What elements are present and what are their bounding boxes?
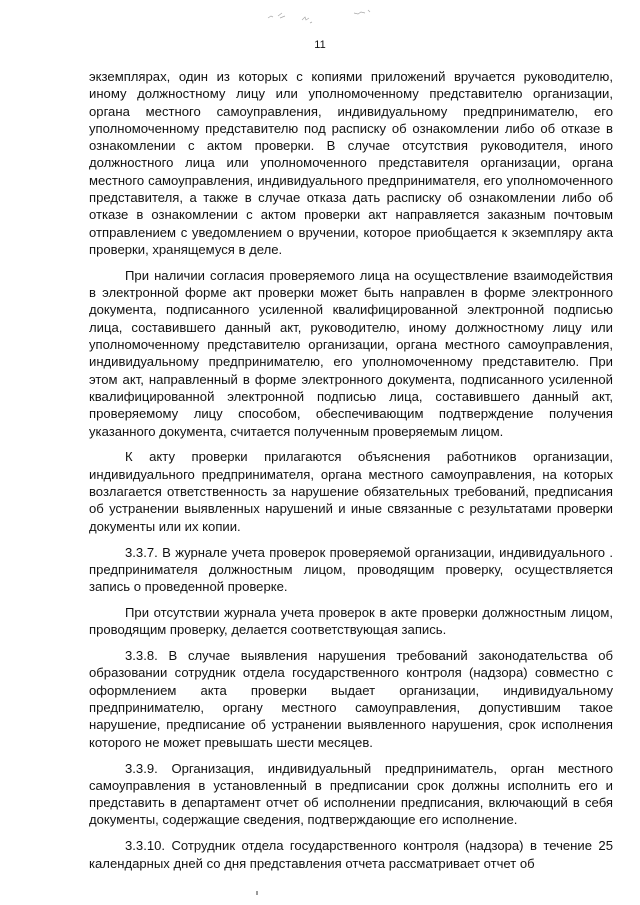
paragraph-no-journal: При отсутствии журнала учета проверок в акте проверки должностным лицом, проводящим проверку, делается соответствующая запись. xyxy=(89,604,613,638)
scan-artifact-marks xyxy=(262,4,392,26)
paragraph-electronic-delivery: При наличии согласия проверяемого лица на осуществление взаимодействия в электронной форме акт проверки может быть направлен в форме электронного документа, подписанного усиленной квалифицированной электронной подписью лица, составившего данный акт, руководителю, иному должностному лицу или уполномоченному представителю организации, органа местного самоуправления, индивидуальному предпринимателю, его уполномоченному представителю. При этом акт, направленный в форме электронного документа, подписанного усиленной квалифицированной электронной подписью лица, составившего данный акт, проверяемому лицу способом, обеспечивающим подтверждение получения указанного документа, считается полученным проверяемым лицом. xyxy=(89,267,613,439)
scan-artifact-dot xyxy=(256,891,258,895)
paragraph-3-3-8: 3.3.8. В случае выявления нарушения требований законодательства об образовании сотрудник отдела государственного контроля (надзора) совместно с оформлением акта проверки выдает организации, индивидуальному предпринимателю, органу местного самоуправления, допустившим такое нарушение, предписание об устранении выявленного нарушения, срок исполнения которого не может превышать шести месяцев. xyxy=(89,648,613,750)
paragraph-continuation: экземплярах, один из которых с копиями приложений вручается руководителю, иному должностному лицу или уполномоченному представителю организации, органа местного самоуправления, индивидуальному предпринимателю, его уполномоченному представителю под расписку об ознакомлении либо об отказе в ознакомлении с актом проверки. В случае отсутствия руководителя, иного должностного лица или уполномоченного представителя организации, органа местного самоуправления, индивидуального предпринимателя, его уполномоченного представителя, а также в случае отказа дать расписку об ознакомлении либо об отказе в ознакомлении с актом проверки акт направляется заказным почтовым отправлением с уведомлением о вручении, которое приобщается к экземпляру акта проверки, хранящемуся в деле. xyxy=(89,69,613,257)
paragraph-3-3-9: 3.3.9. Организация, индивидуальный предприниматель, орган местного самоуправления в установленный в предписании срок должны исполнить его и представить в департамент отчет об исполнении предписания, включающий в себя документы, содержащие сведения, подтверждающие его исполнение. xyxy=(89,760,613,828)
page-number: 11 xyxy=(314,39,326,51)
paragraph-3-3-7: 3.3.7. В журнале учета проверок проверяемой организации, индивидуального . предпринимателя должностным лицом, проводящим проверку, осуществляется запись о проведенной проверке. xyxy=(89,544,613,595)
paragraph-attachments: К акту проверки прилагаются объяснения работников организации, индивидуального предпринимателя, органа местного самоуправления, на которых возлагается ответственность за нарушение обязательных требований, предписания об устранении выявленных нарушений и иные связанные с результатами проверки документы или их копии. xyxy=(89,449,613,534)
paragraph-3-3-10: 3.3.10. Сотрудник отдела государственного контроля (надзора) в течение 25 календарных дней со дня представления отчета рассматривает отчет об xyxy=(89,838,613,871)
body-text xyxy=(89,68,613,872)
